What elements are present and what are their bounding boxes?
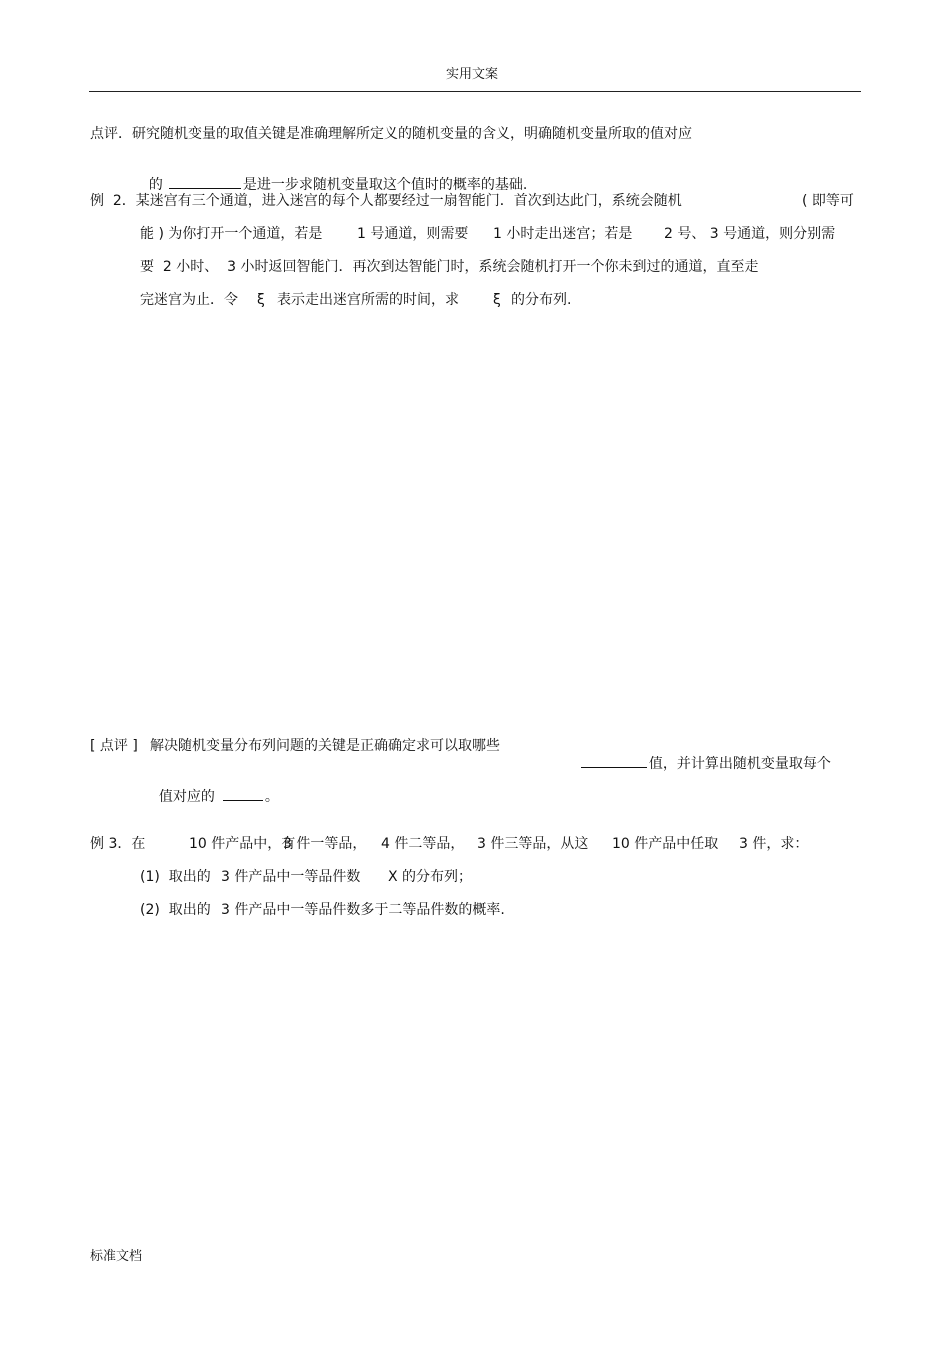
- example-2-line-4-e: 的分布列.: [511, 292, 572, 308]
- header-divider: [89, 91, 861, 92]
- comment-2-tag: [ 点评 ]: [90, 738, 138, 754]
- example-2-line-1-tail: ( 即等可: [802, 193, 854, 209]
- page-header-title: 实用文案: [446, 67, 499, 82]
- comment-1-prefix: 的: [148, 177, 163, 193]
- fill-blank-3[interactable]: [223, 786, 263, 801]
- example-3-line-1-b: 10 件产品中，有: [189, 836, 296, 852]
- question-2-b: 3 件产品中一等品件数多于二等品件数的概率.: [221, 902, 505, 918]
- question-2-a: (2) 取出的: [140, 902, 211, 918]
- comment-2-line-1: 解决随机变量分布列问题的关键是正确确定求可以取哪些: [150, 738, 500, 754]
- example-2-line-2-d: 2 号、 3 号通道，则分别需: [664, 226, 836, 242]
- xi-symbol-1: ξ: [257, 292, 265, 308]
- example-2-line-2-c: 1 小时走出迷宫；若是: [493, 226, 633, 242]
- page-footer-label: 标准文档: [90, 1249, 143, 1264]
- comment-2-period: 。: [264, 789, 279, 805]
- fill-blank-2[interactable]: [581, 753, 647, 768]
- example-3-line-1-a: 例 3．在: [90, 836, 146, 852]
- xi-symbol-2: ξ: [493, 292, 501, 308]
- comment-1-line-1: 点评．研究随机变量的取值关键是准确理解所定义的随机变量的含义，明确随机变量所取的值对应: [90, 126, 692, 142]
- comment-2-line-2-prefix: 值对应的: [158, 789, 215, 805]
- example-3-line-1-d: 4 件二等品，: [381, 836, 465, 852]
- question-1-a: (1) 取出的: [140, 869, 211, 885]
- example-2-line-2-b: 1 号通道，则需要: [357, 226, 469, 242]
- question-1-c: X 的分布列；: [388, 869, 473, 885]
- example-2-line-2-a: 能 ) 为你打开一个通道，若是: [140, 226, 323, 242]
- comment-2-line-1-suffix: 值，并计算出随机变量取每个: [648, 756, 831, 772]
- example-2-line-4-a: 完迷宫为止．令: [140, 292, 238, 308]
- comment-2-line-1-tail: [572, 739, 831, 771]
- example-3-line-1-c: 3 件一等品，: [283, 836, 367, 852]
- example-2-line-1: 例 2．某迷宫有三个通道，进入迷宫的每个人都要经过一扇智能门．首次到达此门，系统会随机: [90, 193, 682, 209]
- example-3-line-1-g: 3 件，求：: [739, 836, 809, 852]
- comment-1-suffix: 是进一步求随机变量取这个值时的概率的基础.: [242, 177, 528, 193]
- example-3-line-1-f: 10 件产品中任取: [612, 836, 719, 852]
- question-1-b: 3 件产品中一等品件数: [221, 869, 361, 885]
- example-2-line-4-c: 表示走出迷宫所需的时间，求: [277, 292, 459, 308]
- fill-blank-1[interactable]: [169, 174, 241, 189]
- comment-2-line-2: [150, 772, 279, 804]
- example-3-line-1-e: 3 件三等品，从这: [477, 836, 589, 852]
- comment-1-line-2: [140, 160, 527, 192]
- example-2-line-3: 要 2 小时、 3 小时返回智能门．再次到达智能门时，系统会随机打开一个你未到过的通道，直至走: [140, 259, 759, 275]
